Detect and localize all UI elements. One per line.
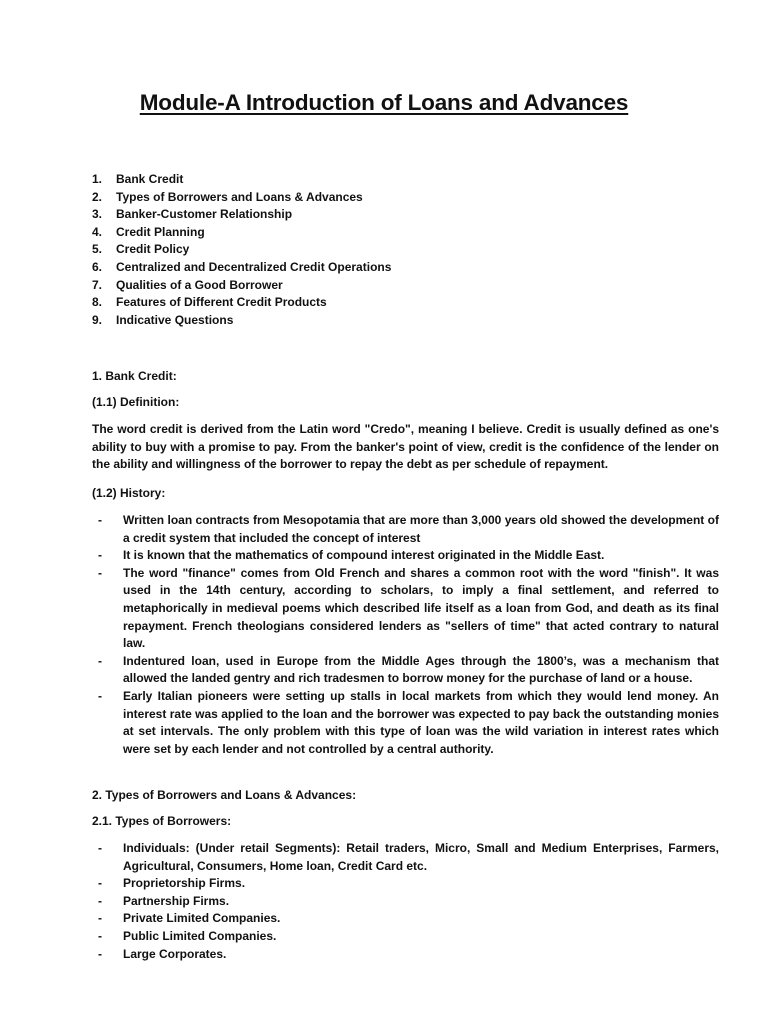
list-item [92, 688, 719, 758]
toc-number: 9. [92, 312, 103, 327]
toc-item [92, 312, 391, 330]
toc-label: Features of Different Credit Products [116, 295, 327, 310]
list-item [92, 893, 719, 911]
list-item-text: Partnership Firms. [123, 893, 230, 908]
list-item-text: Proprietorship Firms. [123, 876, 246, 891]
list-item-text: Written loan contracts from Mesopotamia that are more than 3,000 years old showed the development of a credit system that included the concept of interest [123, 513, 719, 545]
section-2-heading: 2. Types of Borrowers and Loans & Advances: [92, 788, 357, 802]
toc-item [92, 277, 391, 295]
page-title: Module-A Introduction of Loans and Advances [139, 90, 629, 115]
toc-number: 4. [92, 224, 103, 239]
bullet-dash: - [98, 513, 102, 527]
definition-paragraph: The word credit is derived from the Latin word "Credo", meaning I believe. Credit is usually defined as one's ability to buy with a promise to pay. From the banker's point of view, credit is the confidence of the lender on the ability and willingness of the borrower to repay the debt as per schedule of repayment. [92, 422, 719, 472]
toc-label: Credit Policy [116, 242, 190, 257]
toc-item [92, 189, 391, 207]
toc-label: Types of Borrowers and Loans & Advances [116, 189, 363, 204]
list-item [92, 653, 719, 688]
list-item-text: Individuals: (Under retail Segments): Retail traders, Micro, Small and Medium Enterprises, Farmers, Agricultural, Consumers, Home loan, Credit Card etc. [123, 841, 719, 873]
toc-item [92, 241, 391, 259]
history-list [92, 512, 719, 758]
list-item [92, 565, 719, 653]
toc-number: 6. [92, 259, 103, 274]
section-1-heading: 1. Bank Credit: [92, 369, 177, 383]
toc-label: Indicative Questions [116, 312, 234, 327]
list-item-text: Public Limited Companies. [123, 928, 277, 943]
bullet-dash: - [98, 946, 102, 961]
list-item [92, 910, 719, 928]
toc-label: Centralized and Decentralized Credit Operations [116, 259, 392, 274]
toc-number: 5. [92, 242, 103, 257]
borrowers-list [92, 840, 719, 963]
toc-number: 7. [92, 277, 103, 292]
bullet-dash: - [98, 876, 102, 891]
table-of-contents [92, 171, 391, 329]
toc-label: Credit Planning [116, 224, 205, 239]
toc-number: 1. [92, 172, 103, 186]
list-item [92, 946, 719, 964]
list-item-text: It is known that the mathematics of compound interest originated in the Middle East. [123, 548, 605, 563]
bullet-dash: - [98, 928, 102, 943]
toc-item [92, 259, 391, 277]
list-item-text: Large Corporates. [123, 946, 227, 961]
bullet-dash: - [98, 653, 102, 668]
toc-label: Qualities of a Good Borrower [116, 277, 283, 292]
bullet-dash: - [98, 893, 102, 908]
toc-label: Bank Credit [116, 172, 184, 186]
borrowers-heading: 2.1. Types of Borrowers: [92, 814, 232, 828]
bullet-dash: - [98, 688, 102, 703]
toc-number: 3. [92, 207, 103, 222]
list-item [92, 875, 719, 893]
bullet-dash: - [98, 841, 102, 855]
list-item-text: Private Limited Companies. [123, 911, 281, 926]
list-item-text: Indentured loan, used in Europe from the Middle Ages through the 1800’s, was a mechanism that allowed the landed gentry and rich tradesmen to borrow money for the purchase of land or a house. [123, 653, 719, 686]
list-item-text: Early Italian pioneers were setting up stalls in local markets from which they would lend money. An interest rate was applied to the loan and the borrower was expected to pay back the outstanding monies at set intervals. The only problem with this type of loan was the wild variation in interest rates which were set by each lender and not controlled by a central authority. [123, 688, 719, 756]
list-item [92, 928, 719, 946]
toc-number: 8. [92, 295, 103, 310]
toc-item [92, 294, 391, 312]
toc-number: 2. [92, 189, 103, 204]
history-heading: (1.2) History: [92, 486, 166, 500]
toc-item [92, 224, 391, 242]
list-item [92, 840, 719, 875]
list-item [92, 512, 719, 547]
list-item-text: The word "finance" comes from Old French and shares a common root with the word "finish". It was used in the 14th century, according to scholars, to imply a final settlement, and referred to metaphorically in medieval poems which described life itself as a loan from God, and death as its final repayment. French theologians considered lenders as "sellers of time" that acted contrary to natural law. [123, 565, 719, 651]
bullet-dash: - [98, 911, 102, 926]
bullet-dash: - [98, 548, 102, 563]
list-item [92, 547, 719, 565]
definition-heading: (1.1) Definition: [92, 395, 180, 409]
toc-item [92, 206, 391, 224]
bullet-dash: - [98, 565, 102, 580]
toc-label: Banker-Customer Relationship [116, 207, 293, 222]
toc-item [92, 171, 391, 189]
